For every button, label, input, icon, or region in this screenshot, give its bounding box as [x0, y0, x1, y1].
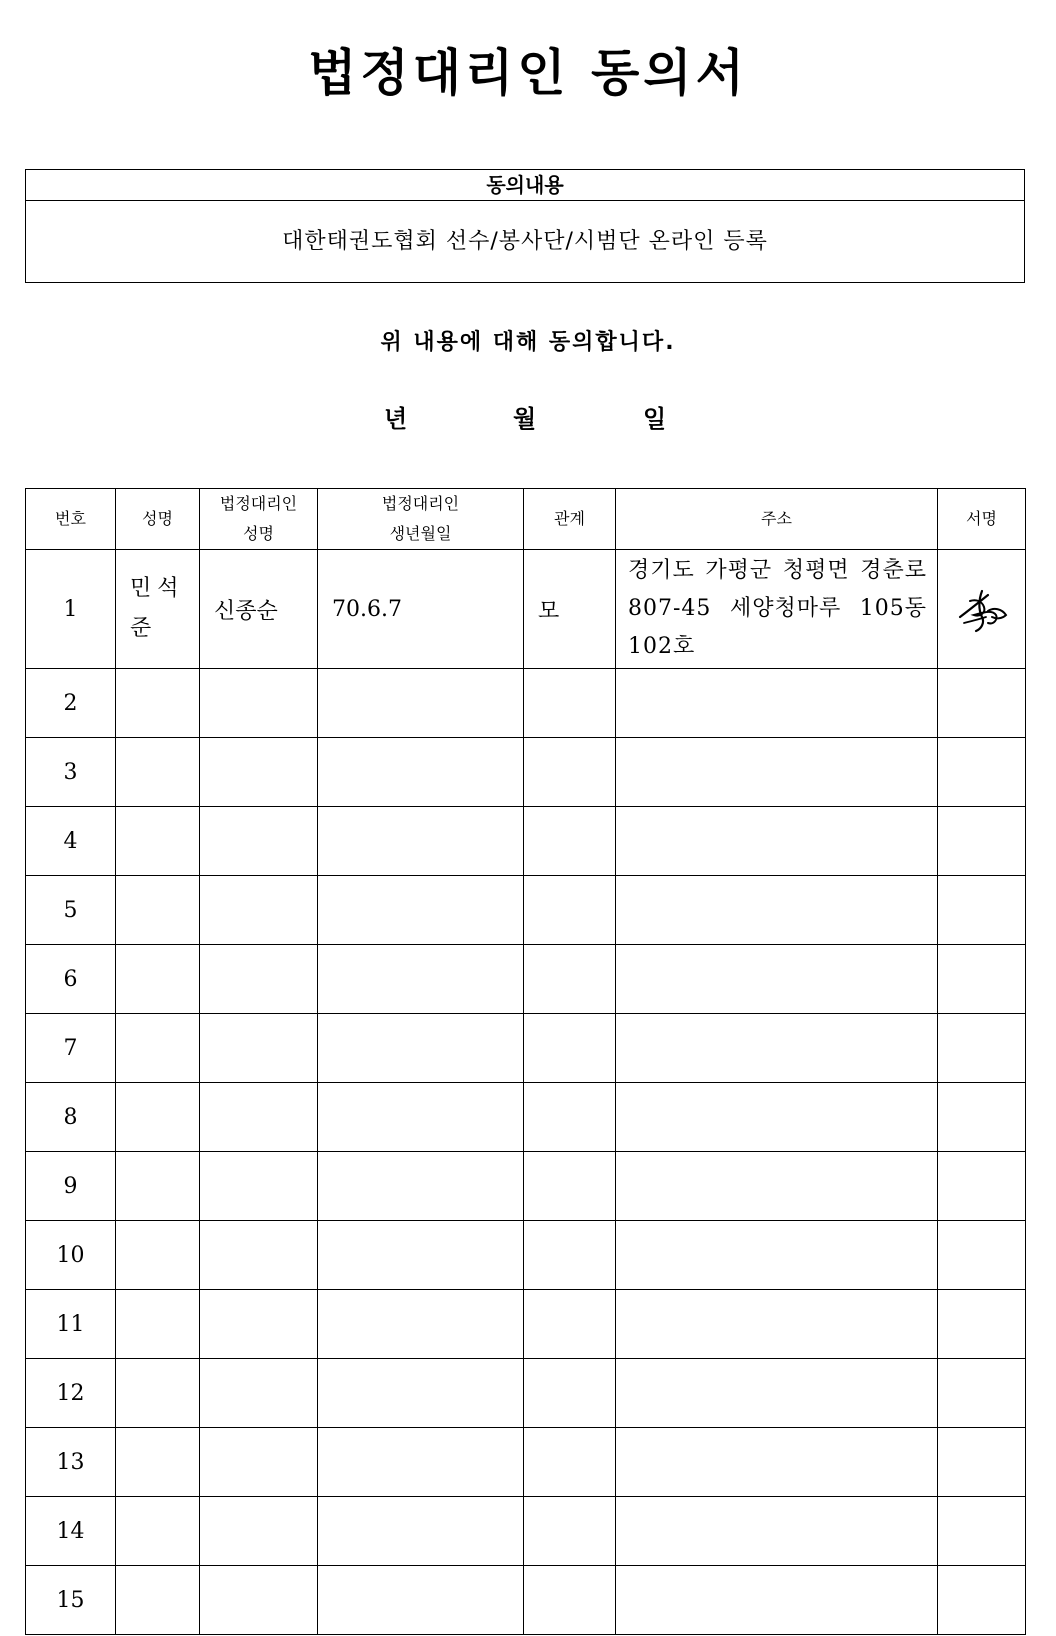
address — [616, 807, 938, 876]
table-row — [26, 876, 1026, 945]
signature-cell — [938, 876, 1026, 945]
guardian-name — [200, 945, 318, 1014]
agreement-statement: 위 내용에 대해 동의합니다. — [380, 330, 676, 355]
table-row — [26, 1497, 1026, 1566]
row-number: 9 — [26, 1152, 116, 1221]
guardian-name — [200, 1497, 318, 1566]
student-name — [116, 1428, 200, 1497]
signature-cell — [938, 1083, 1026, 1152]
address — [616, 1359, 938, 1428]
student-name — [116, 1566, 200, 1635]
relation — [524, 945, 616, 1014]
row-number: 4 — [26, 807, 116, 876]
header-guardian-name — [200, 489, 318, 550]
address — [616, 1152, 938, 1221]
relation: 모 — [524, 550, 616, 669]
header-signature: 서명 — [938, 489, 1026, 550]
student-name — [116, 1152, 200, 1221]
guardian-name — [200, 1359, 318, 1428]
row-number: 13 — [26, 1428, 116, 1497]
signature-cell — [938, 945, 1026, 1014]
signature-cell — [938, 807, 1026, 876]
table-row — [26, 1290, 1026, 1359]
guardian-name — [200, 669, 318, 738]
table-row — [26, 738, 1026, 807]
guardian-name — [200, 807, 318, 876]
relation — [524, 1083, 616, 1152]
student-name — [116, 807, 200, 876]
guardian-name — [200, 1083, 318, 1152]
signature-cell — [938, 1221, 1026, 1290]
table-row — [26, 669, 1026, 738]
address — [616, 1497, 938, 1566]
relation — [524, 1359, 616, 1428]
student-name — [116, 876, 200, 945]
guardian-birthdate — [318, 1152, 524, 1221]
address — [616, 669, 938, 738]
row-number: 2 — [26, 669, 116, 738]
relation — [524, 738, 616, 807]
consent-content: 대한태권도협회 선수/봉사단/시범단 온라인 등록 — [282, 229, 768, 254]
signature-cell — [938, 1497, 1026, 1566]
header-guardian-name-line2: 성명 — [243, 524, 274, 543]
address — [616, 1566, 938, 1635]
guardian-birthdate — [318, 1359, 524, 1428]
table-row — [26, 1014, 1026, 1083]
guardian-birthdate — [318, 945, 524, 1014]
table-row — [26, 1566, 1026, 1635]
guardian-birthdate — [318, 1566, 524, 1635]
guardian-birthdate — [318, 1221, 524, 1290]
row-number: 3 — [26, 738, 116, 807]
relation — [524, 1428, 616, 1497]
guardian-birthdate: 70.6.7 — [318, 550, 524, 669]
address — [616, 1290, 938, 1359]
guardian-birthdate — [318, 1428, 524, 1497]
address — [616, 1014, 938, 1083]
guardian-name — [200, 738, 318, 807]
guardian-name — [200, 1152, 318, 1221]
guardian-name — [200, 1428, 318, 1497]
relation — [524, 1014, 616, 1083]
student-name — [116, 1359, 200, 1428]
signature-cell — [938, 550, 1026, 669]
relation — [524, 807, 616, 876]
address — [616, 1221, 938, 1290]
signature-cell — [938, 1566, 1026, 1635]
header-guardian-birth-line2: 생년월일 — [389, 524, 452, 543]
address — [616, 1428, 938, 1497]
student-name — [116, 738, 200, 807]
row-number: 12 — [26, 1359, 116, 1428]
table-row — [26, 550, 1026, 669]
relation — [524, 1290, 616, 1359]
relation — [524, 1497, 616, 1566]
address — [616, 738, 938, 807]
header-guardian-name-line1: 법정대리인 — [219, 494, 298, 513]
row-number: 6 — [26, 945, 116, 1014]
header-address: 주소 — [616, 489, 938, 550]
row-number: 11 — [26, 1290, 116, 1359]
row-number: 15 — [26, 1566, 116, 1635]
row-number: 8 — [26, 1083, 116, 1152]
relation — [524, 1566, 616, 1635]
row-number: 7 — [26, 1014, 116, 1083]
row-number: 10 — [26, 1221, 116, 1290]
relation — [524, 876, 616, 945]
table-row — [26, 945, 1026, 1014]
row-number: 5 — [26, 876, 116, 945]
guardian-birthdate — [318, 738, 524, 807]
row-number: 14 — [26, 1497, 116, 1566]
document-title: 법정대리인 동의서 — [308, 44, 748, 102]
signature-cell — [938, 738, 1026, 807]
address — [616, 876, 938, 945]
header-guardian-birth — [318, 489, 524, 550]
student-name — [116, 1014, 200, 1083]
guardian-birthdate — [318, 1497, 524, 1566]
signature-cell — [938, 1290, 1026, 1359]
guardian-birthdate — [318, 669, 524, 738]
table-row — [26, 807, 1026, 876]
header-name: 성명 — [116, 489, 200, 550]
date-day-label: 일 — [643, 405, 667, 433]
relation — [524, 1152, 616, 1221]
guardian-birthdate — [318, 876, 524, 945]
header-number: 번호 — [26, 489, 116, 550]
guardian-name — [200, 876, 318, 945]
guardian-table — [25, 488, 1026, 1635]
relation — [524, 1221, 616, 1290]
address — [616, 945, 938, 1014]
table-row — [26, 1083, 1026, 1152]
signature-image — [952, 581, 1012, 637]
header-relation: 관계 — [524, 489, 616, 550]
table-row — [26, 1428, 1026, 1497]
student-name: 민석준 — [116, 550, 200, 669]
table-header-row — [26, 489, 1026, 550]
guardian-birthdate — [318, 1290, 524, 1359]
student-name — [116, 1221, 200, 1290]
guardian-name — [200, 1290, 318, 1359]
guardian-birthdate — [318, 1014, 524, 1083]
signature-cell — [938, 1359, 1026, 1428]
guardian-birthdate — [318, 807, 524, 876]
signature-cell — [938, 1014, 1026, 1083]
address — [616, 1083, 938, 1152]
guardian-name: 신종순 — [200, 550, 318, 669]
header-guardian-birth-line1: 법정대리인 — [381, 494, 460, 513]
guardian-name — [200, 1014, 318, 1083]
consent-header: 동의내용 — [26, 170, 1024, 201]
table-row — [26, 1359, 1026, 1428]
student-name — [116, 945, 200, 1014]
date-month-label: 월 — [513, 405, 537, 433]
guardian-name — [200, 1566, 318, 1635]
signature-cell — [938, 1428, 1026, 1497]
guardian-name — [200, 1221, 318, 1290]
consent-box — [25, 169, 1025, 283]
student-name — [116, 669, 200, 738]
signature-cell — [938, 1152, 1026, 1221]
date-year-label: 년 — [384, 405, 408, 433]
table-row — [26, 1221, 1026, 1290]
signature-cell — [938, 669, 1026, 738]
student-name — [116, 1290, 200, 1359]
student-name — [116, 1083, 200, 1152]
student-name — [116, 1497, 200, 1566]
relation — [524, 669, 616, 738]
row-number: 1 — [26, 550, 116, 669]
date-line — [0, 402, 1056, 436]
guardian-birthdate — [318, 1083, 524, 1152]
table-row — [26, 1152, 1026, 1221]
address: 경기도 가평군 청평면 경춘로 807-45 세양청마루 105동 102호 — [616, 550, 938, 669]
